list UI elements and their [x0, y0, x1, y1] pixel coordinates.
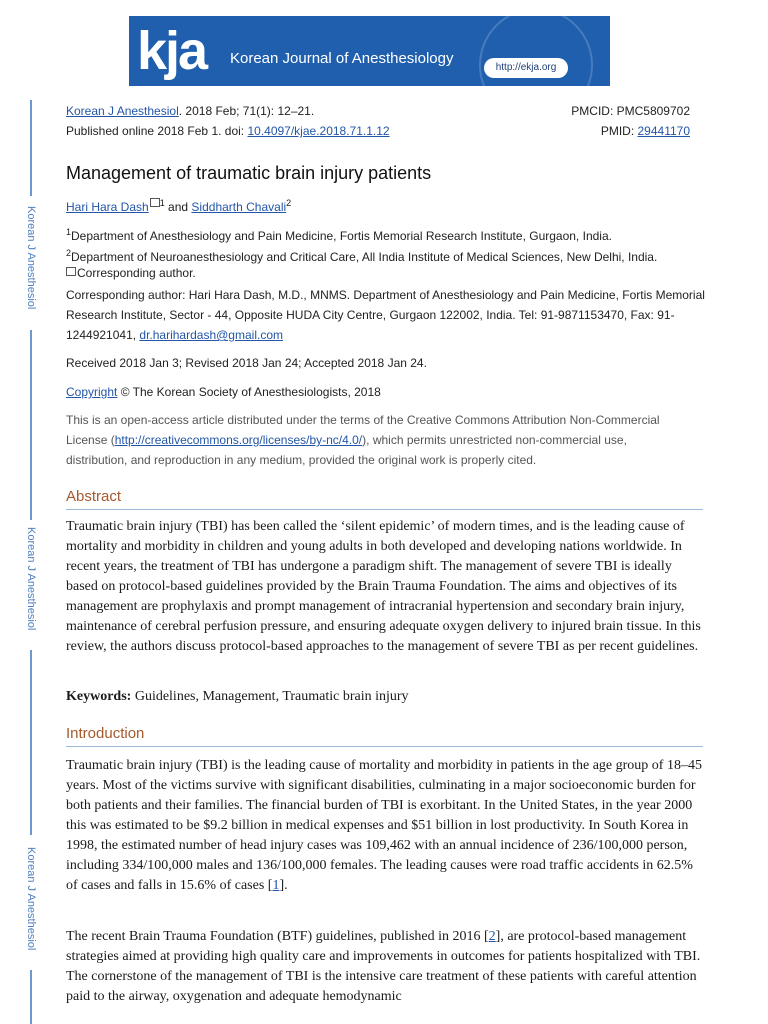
- author-sup: 2: [286, 198, 292, 208]
- published-line: [66, 123, 390, 139]
- author-separator: and: [164, 200, 192, 214]
- introduction-heading: Introduction: [66, 724, 703, 747]
- reference-link[interactable]: 1: [272, 878, 280, 893]
- corresponding-note-text: Corresponding author.: [77, 266, 196, 280]
- license-statement: [66, 410, 686, 470]
- license-text: ), which permits unrestricted non-commercial use, distribution, and reproduction in any medium, provided the original work is properly cited.: [66, 433, 627, 467]
- email-icon[interactable]: [150, 198, 160, 207]
- affiliation: [66, 245, 657, 265]
- copyright-link[interactable]: Copyright: [66, 385, 118, 399]
- side-running-header: Korean J Anesthesiol: [25, 847, 37, 951]
- license-text: This is an open-access article distributed under the terms of the Creative Commons Attribution Non-Commercial License (: [66, 413, 660, 447]
- citation-issue: . 2018 Feb; 71(1): 12–21.: [178, 104, 315, 118]
- pmcid: PMCID: PMC5809702: [571, 104, 690, 118]
- pmid-link[interactable]: 29441170: [637, 124, 690, 138]
- affiliation-text: Department of Anesthesiology and Pain Medicine, Fortis Memorial Research Institute, Gurgaon, India.: [71, 229, 612, 243]
- author-list: [66, 195, 291, 215]
- affiliation: [66, 224, 612, 244]
- journal-banner[interactable]: [129, 16, 610, 86]
- author-link[interactable]: Hari Hara Dash: [66, 200, 149, 214]
- side-rule: [30, 970, 32, 1024]
- affiliation-number: 2: [66, 248, 72, 258]
- received-dates: Received 2018 Jan 3; Revised 2018 Jan 24; Accepted 2018 Jan 24.: [66, 356, 427, 370]
- side-rule: [30, 100, 32, 196]
- reference-link[interactable]: 2: [488, 929, 496, 944]
- doi-link[interactable]: 10.4097/kjae.2018.71.1.12: [247, 124, 390, 138]
- article-title: Management of traumatic brain injury patients: [66, 163, 432, 183]
- author-link[interactable]: Siddharth Chavali: [191, 200, 287, 214]
- side-rule: [30, 330, 32, 520]
- abstract-text: Traumatic brain injury (TBI) has been called the ‘silent epidemic’ of modern times, and is the leading cause of mortality and morbidity in children and young adults in both developed and developing nations worldwide. In recent years, the treatment of TBI has undergone a paradigm shift. The management of severe TBI is ideally based on protocol-based guidelines provided by the Brain Trauma Foundation. The aims and objectives of its management are prophylaxis and prompt management of intracranial hypertension and secondary brain injury, maintenance of cerebral perfusion pressure, and ensuring adequate oxygen delivery to injured brain tissue. In this review, the authors discuss protocol-based approaches to the management of severe TBI as per recent guidelines.: [66, 519, 701, 654]
- intro-text: ].: [279, 878, 288, 893]
- journal-url-badge[interactable]: http://ekja.org: [484, 58, 568, 78]
- side-running-header: Korean J Anesthesiol: [25, 206, 37, 310]
- corresponding-note: [66, 265, 196, 281]
- citation-line: [66, 103, 314, 119]
- corresponding-text: Corresponding author: Hari Hara Dash, M.D., MNMS. Department of Anesthesiology and Pain Medicine, Fortis Memorial Research Institute, Sector - 44, Opposite HUDA City Centre, Gurgaon 122002, India. Tel: 91-9871153470, Fax: 91-1244921041,: [66, 288, 705, 342]
- journal-name: Korean Journal of Anesthesiology: [230, 50, 454, 67]
- side-running-header: Korean J Anesthesiol: [25, 527, 37, 631]
- intro-paragraph: [66, 927, 706, 1007]
- copyright-line: [66, 384, 381, 400]
- keywords: [66, 687, 409, 707]
- affiliation-number: 1: [66, 227, 72, 237]
- pmid-label: PMID:: [600, 124, 638, 138]
- abstract-heading: Abstract: [66, 487, 703, 510]
- intro-paragraph: [66, 756, 706, 896]
- affiliation-text: Department of Neuroanesthesiology and Critical Care, All India Institute of Medical Sciences, New Delhi, India.: [71, 250, 658, 264]
- corresponding-author-details: [66, 285, 706, 345]
- intro-text: The recent Brain Trauma Foundation (BTF) guidelines, published in 2016 [: [66, 929, 489, 944]
- pmid-line: [601, 123, 690, 139]
- email-icon: [66, 267, 76, 276]
- email-link[interactable]: dr.harihardash@gmail.com: [139, 328, 283, 342]
- license-link[interactable]: http://creativecommons.org/licenses/by-nc/4.0/: [114, 433, 363, 447]
- copyright-text: © The Korean Society of Anesthesiologists, 2018: [117, 385, 381, 399]
- keywords-label: Keywords:: [66, 689, 132, 704]
- published-text: Published online 2018 Feb 1. doi:: [66, 124, 248, 138]
- author-sup: 1: [159, 198, 165, 208]
- keywords-list: Guidelines, Management, Traumatic brain injury: [131, 689, 409, 704]
- journal-link[interactable]: Korean J Anesthesiol: [66, 104, 179, 118]
- side-rule: [30, 650, 32, 835]
- intro-text: Traumatic brain injury (TBI) is the leading cause of mortality and morbidity in patients in the age group of 18–45 years. Most of the victims survive with significant disabilities, culminating in a major socioeconomic burden for both patients and their families. The financial burden of TBI is exorbitant. In the United States, in the year 2000 this was estimated to be $9.2 billion in medical expenses and $51 billion in lost productivity. In South Korea in 1998, the estimated number of head injury cases was 109,462 with an annual incidence of 236/100,000 person, including 334/100,000 males and 136/100,000 females. The leading causes were road traffic accidents in 62.5% of cases and falls in 15.6% of cases [: [66, 758, 702, 893]
- journal-logo: kja: [137, 21, 207, 81]
- intro-text: ], are protocol-based management strategies aimed at providing high quality care and improvements in outcomes for patients hospitalized with TBI. The cornerstone of the management of TBI is the intensive care treatment of these patients with careful attention paid to the airway, oxygenation and adequate hemodynamic: [66, 929, 701, 1004]
